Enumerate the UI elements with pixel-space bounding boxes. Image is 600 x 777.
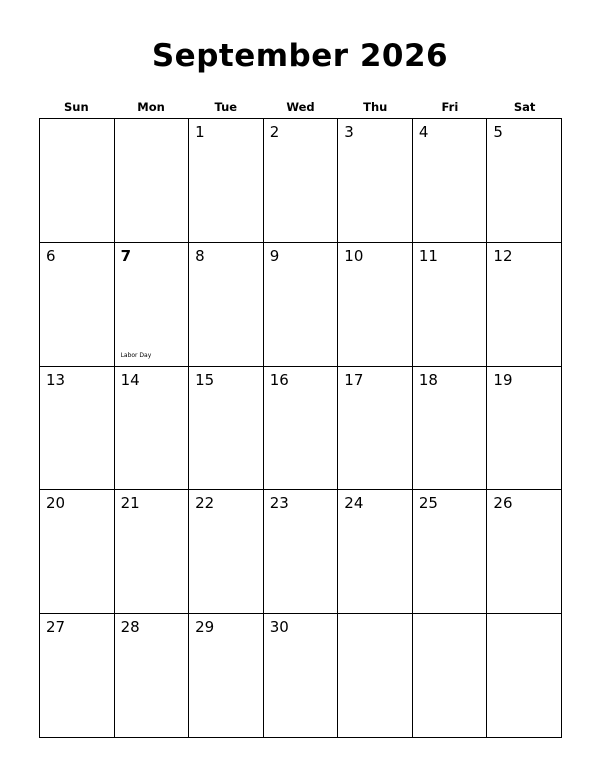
day-cell (40, 614, 115, 738)
day-cell (487, 119, 562, 243)
day-number: 16 (269, 370, 289, 389)
day-number: 13 (46, 370, 66, 389)
weekday-label: Fri (441, 100, 459, 114)
day-cell (115, 119, 190, 243)
day-number: 18 (418, 370, 438, 389)
day-number: 6 (46, 246, 56, 265)
day-cell (413, 119, 488, 243)
day-number: 14 (120, 370, 140, 389)
day-cell (264, 614, 339, 738)
day-cell (338, 119, 413, 243)
day-number: 23 (269, 494, 289, 513)
day-number: 27 (46, 618, 66, 637)
day-number: 21 (120, 494, 140, 513)
day-number: 1 (195, 123, 205, 141)
day-cell (338, 490, 413, 614)
day-cell (189, 490, 264, 614)
day-cell (487, 614, 562, 738)
day-cell (115, 614, 190, 738)
day-cell (264, 367, 339, 491)
day-number: 19 (493, 370, 513, 389)
day-number: 12 (493, 246, 513, 265)
weekday-label: Thu (363, 100, 388, 114)
day-cell (264, 243, 339, 367)
day-cell (40, 119, 115, 243)
day-number: 9 (269, 246, 280, 265)
day-cell (115, 367, 190, 491)
weekday-header (39, 98, 562, 116)
day-number: 30 (269, 618, 289, 637)
day-cell (487, 367, 562, 491)
day-number: 8 (195, 246, 205, 265)
day-cell (189, 367, 264, 491)
calendar-grid (39, 118, 562, 738)
day-cell-holiday (115, 243, 190, 367)
weekday-label: Wed (286, 100, 315, 114)
day-number: 29 (195, 618, 215, 637)
day-cell (487, 243, 562, 367)
day-cell (115, 490, 190, 614)
day-cell (40, 490, 115, 614)
day-cell (413, 243, 488, 367)
day-cell (413, 490, 488, 614)
day-cell (189, 119, 264, 243)
day-cell (189, 243, 264, 367)
day-number: 26 (493, 494, 513, 513)
day-number: 25 (418, 494, 438, 513)
day-number: 22 (195, 494, 215, 513)
weekday-label: Sun (64, 100, 89, 114)
day-number: 11 (418, 246, 438, 265)
day-number: 3 (344, 123, 354, 141)
day-cell (413, 614, 488, 738)
day-number: 15 (195, 370, 215, 389)
holiday-label: Labor Day (120, 351, 152, 359)
day-number: 2 (269, 123, 280, 141)
day-number: 17 (344, 370, 364, 389)
day-number: 28 (120, 618, 140, 637)
day-number: 7 (120, 246, 131, 265)
day-cell (264, 119, 339, 243)
day-number: 20 (46, 494, 66, 513)
day-cell (338, 243, 413, 367)
weekday-label: Sat (513, 100, 536, 114)
page-title: September 2026 (151, 38, 449, 74)
day-number: 10 (344, 246, 364, 265)
day-cell (413, 367, 488, 491)
day-cell (40, 243, 115, 367)
day-cell (338, 614, 413, 738)
day-cell (40, 367, 115, 491)
day-number: 5 (493, 123, 503, 141)
day-cell (338, 367, 413, 491)
day-cell (487, 490, 562, 614)
day-number: 24 (344, 494, 364, 513)
day-cell (189, 614, 264, 738)
weekday-label: Tue (214, 100, 238, 114)
weekday-label: Mon (137, 100, 165, 114)
day-number: 4 (418, 123, 429, 141)
day-cell (264, 490, 339, 614)
